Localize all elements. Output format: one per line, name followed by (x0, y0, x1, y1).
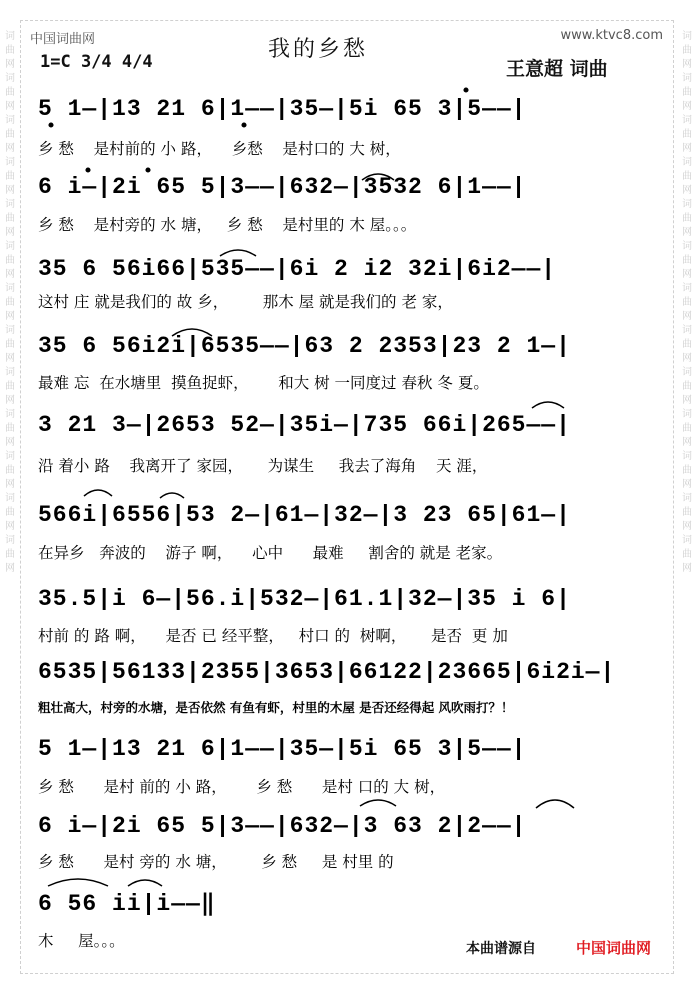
footer-source-label: 本曲谱源自 (466, 941, 536, 957)
lyric-line-6: 在异乡 奔波的 游子 啊， 心中 最难 割舍的 就是 老家。 (38, 544, 503, 562)
low-octave-dot (49, 123, 53, 127)
lyric-line-11: 木 屋。。。 (38, 932, 125, 950)
lyric-line-1: 乡 愁 是村前的 小 路， 乡愁 是村口的 大 树， (38, 140, 401, 158)
slur-arc (362, 174, 394, 180)
high-octave-dot (146, 168, 150, 172)
lyric-line-9: 乡 愁 是村 前的 小 路， 乡 愁 是村 口的 大 树， (38, 778, 446, 796)
notation-line-9: 5 1—|13 21 6|1——|35—|5i 65 3|5——| (38, 736, 527, 762)
lyric-line-5: 沿 着小 路 我离开了 家园， 为谋生 我去了海角 天 涯， (38, 457, 488, 475)
site-url-top-right: www.ktvc8.com (560, 28, 663, 43)
side-watermark-left: 词曲网词曲网词曲网词曲网词曲网词曲网词曲网词曲网词曲网词曲网词曲网词曲网词曲网 (5, 31, 15, 574)
slur-arc (536, 800, 574, 808)
slur-arc (220, 250, 256, 256)
slur-arc (84, 490, 112, 496)
notation-line-2: 6 i—|2i 65 5|3——|632—|3532 6|1——| (38, 174, 527, 200)
lyric-line-10: 乡 愁 是村 旁的 水 塘， 乡 愁 是 村里 的 (38, 853, 394, 871)
lyric-line-3: 这村 庄 就是我们的 故 乡， 那木 屋 就是我们的 老 家， (38, 293, 453, 311)
notation-line-5: 3 21 3—|2653 52—|35i—|735 66i|265——| (38, 412, 571, 438)
side-watermark-right: 词曲网词曲网词曲网词曲网词曲网词曲网词曲网词曲网词曲网词曲网词曲网词曲网词曲网 (682, 31, 692, 574)
slur-arc (48, 879, 108, 886)
high-octave-dot (86, 168, 90, 172)
notation-line-8: 6535|56133|2355|3653|66122|23665|6i2i—| (38, 659, 616, 685)
song-title: 我的乡愁 (268, 37, 369, 62)
footer-source-site[interactable]: 中国词曲网 (576, 939, 652, 957)
notation-line-7: 35.5|i 6—|56.i|532—|61.1|32—|35 i 6| (38, 586, 571, 612)
slur-arc (360, 800, 396, 806)
notation-line-11: 6 56 ii|i——‖ (38, 891, 216, 917)
notation-line-4: 35 6 56i2i|6535——|63 2 2353|23 2 1—| (38, 333, 571, 359)
lyric-line-7: 村前 的 路 啊， 是否 已 经平整， 村口 的 树啊， 是否 更 加 (38, 627, 508, 645)
slur-arc (160, 493, 184, 498)
slur-arc (128, 880, 162, 886)
site-name-top-left: 中国词曲网 (30, 32, 96, 47)
song-author: 王意超 词曲 (506, 58, 608, 80)
notation-line-10: 6 i—|2i 65 5|3——|632—|3 63 2|2——| (38, 813, 527, 839)
lyric-line-4: 最难 忘 在水塘里 摸鱼捉虾， 和大 树 一同度过 春秋 冬 夏。 (38, 374, 489, 392)
notation-line-6: 566i|6556|53 2—|61—|32—|3 23 65|61—| (38, 502, 571, 528)
low-octave-dot (242, 123, 246, 127)
key-signature: 1=C 3/4 4/4 (40, 52, 153, 72)
notation-line-1: 5 1—|13 21 6|1——|35—|5i 65 3|5——| (38, 96, 527, 122)
slur-arc (172, 329, 212, 336)
lyric-line-2: 乡 愁 是村旁的 水 塘， 乡 愁 是村里的 木 屋。。。 (38, 216, 417, 234)
high-octave-dot (464, 88, 468, 92)
notation-line-3: 35 6 56i66|535——|6i 2 i2 32i|6i2——| (38, 256, 557, 282)
lyric-line-8: 粗壮高大，村旁的水塘，是否依然 有鱼有虾，村里的木屋 是否还经得起 风吹雨打？！ (38, 700, 514, 715)
slur-arc (532, 402, 564, 408)
